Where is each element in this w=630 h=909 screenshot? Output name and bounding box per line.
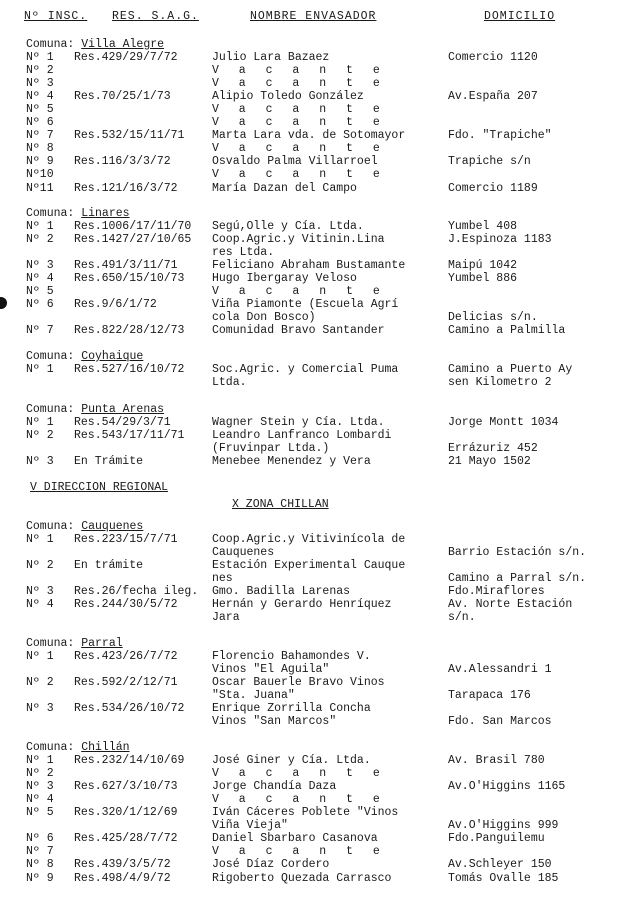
table-row — [0, 832, 630, 845]
address: Fdo.Miraflores — [448, 585, 545, 599]
bottler-name: Hugo Ibergaray Veloso — [212, 272, 357, 286]
registration-number: Nº 8 — [26, 858, 54, 872]
bottler-name: V a c a n t e — [212, 767, 387, 780]
registration-number: Nº 3 — [26, 585, 54, 599]
table-row — [0, 233, 630, 246]
table-row — [0, 311, 630, 324]
table-row — [0, 585, 630, 598]
table-row — [0, 572, 630, 585]
resolution-ref: En trámite — [74, 559, 144, 573]
bottler-name: Marta Lara vda. de Sotomayor — [212, 129, 406, 143]
table-row — [0, 324, 630, 337]
registration-number: Nº 2 — [26, 559, 54, 573]
resolution-ref: Res.232/14/10/69 — [74, 754, 185, 767]
table-row — [0, 650, 630, 663]
bottler-name: Rigoberto Quezada Carrasco — [212, 871, 392, 885]
address: Av.Alessandri 1 — [448, 663, 552, 676]
address: Tarapaca 176 — [448, 689, 531, 703]
bottler-name: Jara — [212, 611, 240, 625]
bottler-name: V a c a n t e — [212, 116, 387, 130]
comuna-heading — [26, 741, 130, 754]
resolution-ref: Res.491/3/11/71 — [74, 259, 178, 273]
registration-number: Nº 2 — [26, 676, 54, 690]
address: Trapiche s/n — [448, 155, 531, 169]
address: Errázuriz 452 — [448, 442, 538, 456]
address: Delicias s/n. — [448, 311, 538, 325]
comuna-heading — [26, 520, 143, 533]
table-row — [0, 129, 630, 142]
registration-number: Nº 3 — [26, 702, 54, 716]
address: Maipú 1042 — [448, 259, 518, 273]
registration-number: Nº 4 — [26, 793, 54, 807]
resolution-ref: Res.429/29/7/72 — [74, 51, 178, 64]
table-row — [0, 363, 630, 376]
bottler-name: Alipio Toledo González — [212, 90, 364, 104]
region-direction: V DIRECCION REGIONAL — [30, 481, 169, 494]
table-row — [0, 220, 630, 233]
bottler-name: Ltda. — [212, 376, 247, 390]
registration-number: Nº 1 — [26, 51, 54, 64]
comuna-name: Villa Alegre — [81, 38, 165, 51]
address: Jorge Montt 1034 — [448, 416, 559, 429]
table-row — [0, 598, 630, 611]
resolution-ref: Res.532/15/11/71 — [74, 129, 185, 143]
bottler-name: Soc.Agric. y Comercial Puma — [212, 363, 399, 376]
resolution-ref: Res.1006/17/11/70 — [74, 220, 192, 233]
resolution-ref: Res.627/3/10/73 — [74, 780, 178, 794]
resolution-ref: Res.822/28/12/73 — [74, 324, 185, 338]
comuna-name: Parral — [81, 637, 123, 650]
registration-number: Nº 3 — [26, 780, 54, 794]
registration-number: Nº 5 — [26, 103, 54, 117]
header-res: RES. S.A.G. — [112, 10, 199, 23]
resolution-ref: Res.320/1/12/69 — [74, 806, 178, 820]
resolution-ref: Res.439/3/5/72 — [74, 858, 171, 872]
address: Av. Brasil 780 — [448, 754, 545, 767]
comuna-label: Comuna: — [26, 520, 75, 533]
registration-number: Nº 1 — [26, 650, 54, 663]
table-row — [0, 259, 630, 272]
address: Tomás Ovalle 185 — [448, 871, 559, 885]
bottler-name: (Fruvinpar Ltda.) — [212, 442, 330, 456]
address: Comercio 1189 — [448, 181, 538, 195]
bottler-name: Enrique Zorrilla Concha — [212, 702, 371, 716]
table-row — [0, 754, 630, 767]
table-row — [0, 64, 630, 77]
registration-number: Nº 3 — [26, 455, 54, 469]
table-row — [0, 416, 630, 429]
address: s/n. — [448, 611, 476, 625]
bottler-name: Daniel Sbarbaro Casanova — [212, 832, 378, 846]
table-row — [0, 767, 630, 780]
bottler-name: V a c a n t e — [212, 103, 387, 117]
bottler-name: V a c a n t e — [212, 64, 387, 77]
table-row — [0, 77, 630, 90]
resolution-ref: Res.423/26/7/72 — [74, 650, 178, 663]
registration-number: Nº 3 — [26, 259, 54, 273]
bottler-name: Osvaldo Palma Villarroel — [212, 155, 378, 169]
registration-number: Nº 4 — [26, 90, 54, 104]
table-row — [0, 429, 630, 442]
address: Fdo. "Trapiche" — [448, 129, 552, 143]
registration-number: Nº 7 — [26, 845, 54, 859]
table-row — [0, 103, 630, 116]
resolution-ref: Res.54/29/3/71 — [74, 416, 171, 429]
table-row — [0, 51, 630, 64]
table-row — [0, 845, 630, 858]
registration-number: Nº 2 — [26, 233, 54, 247]
resolution-ref: Res.244/30/5/72 — [74, 598, 178, 612]
bottler-name: Hernán y Gerardo Henríquez — [212, 598, 392, 612]
comuna-name: Linares — [81, 207, 130, 220]
table-row — [0, 168, 630, 181]
registration-number: Nº 2 — [26, 767, 54, 780]
table-row — [0, 676, 630, 689]
header-insc: Nº INSC. — [24, 10, 88, 23]
bottler-name: Menebee Menendez y Vera — [212, 455, 371, 469]
bottler-name: Gmo. Badilla Larenas — [212, 585, 351, 599]
bottler-name: Segú,Olle y Cía. Ltda. — [212, 220, 364, 233]
bottler-name: Vinos "San Marcos" — [212, 715, 337, 729]
resolution-ref: Res.70/25/1/73 — [74, 90, 171, 104]
registration-number: Nº 6 — [26, 116, 54, 130]
address: Camino a Puerto Ay — [448, 363, 573, 376]
comuna-name: Punta Arenas — [81, 403, 165, 416]
resolution-ref: Res.1427/27/10/65 — [74, 233, 192, 247]
registration-number: Nº 6 — [26, 298, 54, 312]
table-row — [0, 715, 630, 728]
address: Camino a Palmilla — [448, 324, 566, 338]
address: Yumbel 886 — [448, 272, 518, 286]
registration-number: Nº10 — [26, 168, 54, 182]
table-row — [0, 298, 630, 311]
registration-number: Nº 2 — [26, 429, 54, 443]
comuna-label: Comuna: — [26, 38, 75, 51]
bottler-name: V a c a n t e — [212, 168, 387, 182]
bottler-name: Estación Experimental Cauque — [212, 559, 406, 573]
table-row — [0, 272, 630, 285]
bottler-name: V a c a n t e — [212, 793, 387, 807]
table-row — [0, 689, 630, 702]
comuna-label: Comuna: — [26, 350, 75, 363]
registration-number: Nº 1 — [26, 533, 54, 546]
bottler-name: Oscar Bauerle Bravo Vinos — [212, 676, 385, 690]
bottler-name: Leandro Lanfranco Lombardi — [212, 429, 392, 443]
comuna-label: Comuna: — [26, 741, 75, 754]
registration-number: Nº 6 — [26, 832, 54, 846]
address: Yumbel 408 — [448, 220, 518, 233]
table-row — [0, 663, 630, 676]
bottler-name: Comunidad Bravo Santander — [212, 324, 385, 338]
resolution-ref: Res.223/15/7/71 — [74, 533, 178, 546]
resolution-ref: Res.534/26/10/72 — [74, 702, 185, 716]
bottler-name: José Giner y Cía. Ltda. — [212, 754, 371, 767]
resolution-ref: Res.121/16/3/72 — [74, 181, 178, 195]
comuna-label: Comuna: — [26, 637, 75, 650]
bottler-name: Vinos "El Aguila" — [212, 663, 330, 676]
comuna-heading — [26, 403, 164, 416]
bottler-name: Florencio Bahamondes V. — [212, 650, 371, 663]
table-row — [0, 858, 630, 871]
resolution-ref: Res.543/17/11/71 — [74, 429, 185, 443]
table-row — [0, 611, 630, 624]
bottler-name: Wagner Stein y Cía. Ltda. — [212, 416, 385, 429]
table-row — [0, 116, 630, 129]
address: Comercio 1120 — [448, 51, 538, 64]
resolution-ref: Res.592/2/12/71 — [74, 676, 178, 690]
registration-number: Nº 3 — [26, 77, 54, 91]
bottler-name: nes — [212, 572, 233, 586]
registration-number: Nº 8 — [26, 142, 54, 156]
resolution-ref: Res.425/28/7/72 — [74, 832, 178, 846]
registration-number: Nº 7 — [26, 129, 54, 143]
bottler-name: V a c a n t e — [212, 77, 387, 91]
bottler-name: Coop.Agric.y Vitinin.Lina — [212, 233, 385, 247]
comuna-heading — [26, 207, 130, 220]
address: Fdo.Panguilemu — [448, 832, 545, 846]
address: 21 Mayo 1502 — [448, 455, 531, 469]
table-row — [0, 872, 630, 885]
bottler-name: Julio Lara Bazaez — [212, 51, 330, 64]
resolution-ref: Res.116/3/3/72 — [74, 155, 171, 169]
bottler-name: cola Don Bosco) — [212, 311, 316, 325]
address: Av.O'Higgins 1165 — [448, 780, 566, 794]
bottler-name: Coop.Agric.y Vitivinícola de — [212, 533, 406, 546]
table-row — [0, 533, 630, 546]
bottler-name: V a c a n t e — [212, 285, 387, 299]
registration-number: Nº 1 — [26, 220, 54, 233]
address: Camino a Parral s/n. — [448, 572, 587, 586]
registration-number: Nº 5 — [26, 806, 54, 820]
comuna-name: Coyhaique — [81, 350, 144, 363]
table-row — [0, 793, 630, 806]
comuna-heading — [26, 38, 164, 51]
registration-number: Nº 1 — [26, 363, 54, 376]
comuna-name: Chillán — [81, 741, 130, 754]
registration-number: Nº 1 — [26, 754, 54, 767]
registration-number: Nº 4 — [26, 598, 54, 612]
table-row — [0, 90, 630, 103]
registration-number: Nº 9 — [26, 155, 54, 169]
address: Av.O'Higgins 999 — [448, 819, 559, 833]
registration-number: Nº11 — [26, 181, 54, 195]
table-row — [0, 182, 630, 195]
table-row — [0, 455, 630, 468]
header-name: NOMBRE ENVASADOR — [250, 10, 377, 23]
resolution-ref: Res.9/6/1/72 — [74, 298, 157, 312]
address: Barrio Estación s/n. — [448, 546, 587, 559]
address: Fdo. San Marcos — [448, 715, 552, 729]
table-row — [0, 559, 630, 572]
registration-number: Nº 2 — [26, 64, 54, 77]
resolution-ref: En Trámite — [74, 455, 144, 469]
table-row — [0, 780, 630, 793]
comuna-name: Cauquenes — [81, 520, 144, 533]
bottler-name: Viña Piamonte (Escuela Agrí — [212, 298, 399, 312]
bottler-name: V a c a n t e — [212, 845, 387, 859]
table-row — [0, 376, 630, 389]
address: Av. Norte Estación — [448, 598, 573, 612]
comuna-label: Comuna: — [26, 403, 75, 416]
table-row — [0, 806, 630, 819]
header-domicilio: DOMICILIO — [484, 10, 556, 23]
comuna-label: Comuna: — [26, 207, 75, 220]
resolution-ref: Res.527/16/10/72 — [74, 363, 185, 376]
registration-number: Nº 1 — [26, 416, 54, 429]
address: Av.España 207 — [448, 90, 538, 104]
registration-number: Nº 4 — [26, 272, 54, 286]
bottler-name: "Sta. Juana" — [212, 689, 295, 703]
resolution-ref: Res.498/4/9/72 — [74, 871, 171, 885]
bottler-name: José Díaz Cordero — [212, 858, 330, 872]
bottler-name: res Ltda. — [212, 246, 275, 260]
bottler-name: Jorge Chandía Daza — [212, 780, 337, 794]
address: sen Kilometro 2 — [448, 376, 552, 390]
registration-number: Nº 7 — [26, 324, 54, 338]
bottler-name: María Dazan del Campo — [212, 181, 357, 195]
bottler-name: Cauquenes — [212, 546, 275, 559]
resolution-ref: Res.650/15/10/73 — [74, 272, 185, 286]
comuna-heading — [26, 350, 143, 363]
table-row — [0, 702, 630, 715]
table-row — [0, 546, 630, 559]
resolution-ref: Res.26/fecha ileg. — [74, 585, 199, 599]
registration-number: Nº 9 — [26, 871, 54, 885]
bottler-name: Iván Cáceres Poblete "Vinos — [212, 806, 399, 820]
table-row — [0, 142, 630, 155]
address: J.Espinoza 1183 — [448, 233, 552, 247]
table-row — [0, 819, 630, 832]
table-row — [0, 285, 630, 298]
bottler-name: Viña Vieja" — [212, 819, 288, 833]
table-row — [0, 155, 630, 168]
table-row — [0, 442, 630, 455]
bottler-name: V a c a n t e — [212, 142, 387, 156]
table-row — [0, 246, 630, 259]
address: Av.Schleyer 150 — [448, 858, 552, 872]
zone-title: X ZONA CHILLAN — [232, 498, 329, 511]
comuna-heading — [26, 637, 123, 650]
registration-number: Nº 5 — [26, 285, 54, 299]
bottler-name: Feliciano Abraham Bustamante — [212, 259, 406, 273]
